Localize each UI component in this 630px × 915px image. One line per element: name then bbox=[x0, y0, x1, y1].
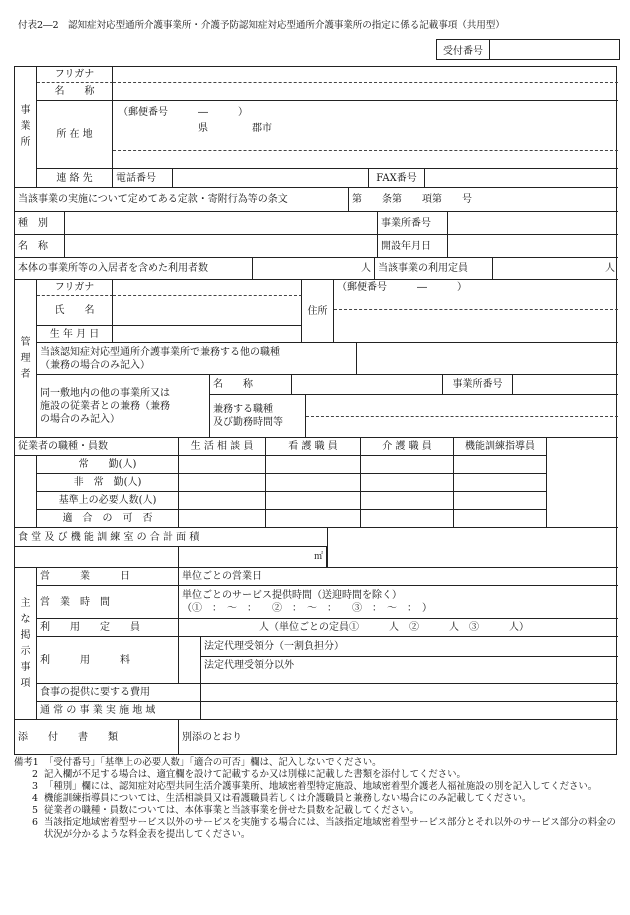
users-count-label: 本体の事業所等の入居者を含めた利用者数 bbox=[15, 258, 253, 280]
staff-col-care: 介 護 職 員 bbox=[361, 438, 454, 456]
kind-field[interactable] bbox=[65, 212, 378, 235]
business-hours-label: 営 業 時 間 bbox=[37, 586, 179, 619]
admin-other-role-field[interactable] bbox=[306, 395, 618, 417]
staff-cell[interactable] bbox=[266, 492, 361, 510]
office-name-label: 名 称 bbox=[37, 83, 113, 101]
office-address-label: 所 在 地 bbox=[37, 101, 113, 169]
admin-concurrent-role-label: 当該認知症対応型通所介護事業所で兼務する他の職種 （兼務の場合のみ記入） bbox=[37, 343, 357, 375]
office-number-field[interactable] bbox=[448, 212, 618, 235]
staff-cell[interactable] bbox=[266, 456, 361, 474]
users-count-unit: 人 bbox=[361, 263, 371, 274]
meal-cost-label: 食事の提供に要する費用 bbox=[37, 684, 201, 702]
opening-date-label: 開設年月日 bbox=[378, 235, 448, 258]
facility-name-label: 名 称 bbox=[15, 235, 65, 258]
staff-row-required: 基準上の必要人数(人) bbox=[37, 492, 179, 510]
office-postal-code: （郵便番号 ― ） bbox=[118, 107, 248, 118]
office-contact-label: 連 絡 先 bbox=[37, 169, 113, 188]
main-section-label: 主 な 掲 示 事 項 bbox=[15, 568, 37, 720]
admin-dob-label: 生 年 月 日 bbox=[37, 326, 113, 343]
capacity-unit: 人 bbox=[605, 263, 615, 274]
attachments-field[interactable]: 別添のとおり bbox=[182, 731, 242, 743]
admin-section-label: 管 理 者 bbox=[15, 280, 37, 438]
capacity-main-field[interactable] bbox=[179, 619, 618, 637]
meal-cost-field[interactable] bbox=[201, 684, 618, 702]
area-left-blank bbox=[15, 547, 179, 568]
staff-col-nurse: 看 護 職 員 bbox=[266, 438, 361, 456]
staff-cell[interactable] bbox=[454, 492, 547, 510]
office-phone-label: 電話番号 bbox=[113, 169, 173, 188]
staff-cell[interactable] bbox=[454, 456, 547, 474]
admin-dob-field[interactable] bbox=[113, 326, 302, 343]
staff-left-margin bbox=[15, 456, 37, 528]
staff-row-fulltime: 常 勤(人) bbox=[37, 456, 179, 474]
admin-other-office-number-label: 事業所番号 bbox=[443, 375, 513, 395]
note-item: 2 記入欄が不足する場合は、適宜欄を設けて記載するか又は別様に記載した書類を添付してください。 bbox=[32, 769, 466, 780]
form-title: 付表2―2 認知症対応型通所介護事業所・介護予防認知症対応型通所介護事業所の指定に係る記載事項（共用型） bbox=[18, 20, 505, 31]
staff-cell[interactable] bbox=[179, 456, 266, 474]
office-fax-label: FAX番号 bbox=[369, 169, 425, 188]
opening-date-field[interactable] bbox=[448, 235, 618, 258]
fee-label: 利 用 料 bbox=[37, 637, 179, 684]
attachments-label: 添 付 書 類 bbox=[15, 720, 179, 754]
staff-cell[interactable] bbox=[454, 474, 547, 492]
articles-label: 当該事業の実施について定めてある定款・寄附行為等の条文 bbox=[15, 188, 349, 212]
staff-cell[interactable] bbox=[361, 474, 454, 492]
staff-label: 従業者の職種・員数 bbox=[15, 438, 179, 456]
service-region-label: 通 常 の 事 業 実 施 地 域 bbox=[37, 702, 201, 720]
admin-other-role-label: 兼務する職種 及び勤務時間等 bbox=[210, 395, 306, 438]
admin-furigana-label: フリガナ bbox=[37, 280, 113, 296]
office-number-label: 事業所番号 bbox=[378, 212, 448, 235]
staff-col-counselor: 生 活 相 談 員 bbox=[179, 438, 266, 456]
admin-other-office-number-field[interactable] bbox=[513, 375, 618, 395]
staff-cell[interactable] bbox=[361, 492, 454, 510]
admin-concurrent-role-field[interactable] bbox=[357, 343, 618, 375]
capacity-main-units: 人（単位ごとの定員① 人 ② 人 ③ 人） bbox=[259, 622, 529, 633]
area-right-blank bbox=[327, 528, 618, 568]
note-item: 6 当該指定地域密着型サービス以外のサービスを実施する場合には、当該指定地域密着型サービス部分とそれ以外のサービス部分の料金の状況が分かるような料金表を提出してください。 bbox=[32, 817, 616, 840]
note-item: 5 従業者の職種・員数については、本体事業と当該事業を併せた員数を記載してください。 bbox=[32, 805, 419, 816]
receipt-number-box bbox=[436, 39, 620, 60]
office-furigana-label: フリガナ bbox=[37, 67, 113, 83]
office-name-field[interactable] bbox=[113, 83, 618, 101]
admin-furigana-field[interactable] bbox=[113, 280, 302, 296]
fee-other-field[interactable]: 法定代理受領分以外 bbox=[201, 657, 618, 684]
note-item: 備考1 「受付番号」「基準上の必要人数」「適合の可否」欄は、記入しないでください。 bbox=[14, 757, 382, 768]
staff-cell[interactable] bbox=[179, 492, 266, 510]
application-form bbox=[14, 66, 617, 755]
staff-cell[interactable] bbox=[361, 456, 454, 474]
receipt-number-label: 受付番号 bbox=[437, 40, 490, 59]
articles-value[interactable]: 第 条第 項第 号 bbox=[349, 188, 618, 212]
staff-cell[interactable] bbox=[179, 510, 266, 528]
staff-right-blank bbox=[547, 438, 618, 528]
admin-postal-code: （郵便番号 ― ） bbox=[337, 282, 467, 293]
kind-label: 種 別 bbox=[15, 212, 65, 235]
staff-row-parttime: 非 常 勤(人) bbox=[37, 474, 179, 492]
admin-address-label: 住所 bbox=[302, 280, 334, 343]
business-hours-caption: 単位ごとのサービス提供時間（送迎時間を除く） bbox=[182, 590, 402, 601]
office-fax-field[interactable] bbox=[425, 169, 618, 188]
note-item: 4 機能訓練指導員については、生活相談員又は看護職員若しくは介護職員と兼務しない場合にのみ記載してください。 bbox=[32, 793, 532, 804]
staff-row-compliance: 適 合 の 可 否 bbox=[37, 510, 179, 528]
office-section-label: 事 業 所 bbox=[15, 67, 37, 188]
admin-other-office-label: 同一敷地内の他の事業所又は 施設の従業者との兼務（兼務 の場合のみ記入） bbox=[37, 375, 210, 438]
office-address-field[interactable] bbox=[113, 101, 618, 151]
admin-address-field-2[interactable] bbox=[334, 310, 618, 343]
notes-section bbox=[14, 757, 620, 841]
area-field[interactable] bbox=[179, 547, 327, 568]
staff-cell[interactable] bbox=[361, 510, 454, 528]
admin-other-hours-field[interactable] bbox=[306, 417, 618, 438]
staff-cell[interactable] bbox=[266, 474, 361, 492]
office-phone-field[interactable] bbox=[173, 169, 369, 188]
admin-other-name-field[interactable] bbox=[292, 375, 443, 395]
office-address-field-2[interactable] bbox=[113, 151, 618, 169]
users-count-field[interactable] bbox=[253, 258, 375, 280]
staff-cell[interactable] bbox=[179, 474, 266, 492]
admin-other-name-label: 名 称 bbox=[210, 375, 292, 395]
staff-cell[interactable] bbox=[454, 510, 547, 528]
office-city-label: 郡市 bbox=[252, 123, 272, 134]
service-region-field[interactable] bbox=[201, 702, 618, 720]
admin-address-field[interactable] bbox=[334, 280, 618, 310]
staff-cell[interactable] bbox=[266, 510, 361, 528]
fee-statutory-field[interactable]: 法定代理受領分（一割負担分） bbox=[201, 637, 618, 657]
receipt-number-field[interactable] bbox=[490, 40, 619, 59]
business-hours-slots: （① ： ～ ： ② ： ～ ： ③ ： ～ ： ） bbox=[182, 603, 432, 614]
office-prefecture-label: 県 bbox=[198, 123, 208, 134]
area-unit: ㎡ bbox=[313, 551, 323, 562]
fee-blank bbox=[179, 637, 201, 684]
business-days-label: 営 業 日 bbox=[37, 568, 179, 586]
business-hours-field[interactable] bbox=[179, 586, 618, 619]
office-furigana-field[interactable] bbox=[113, 67, 618, 83]
business-days-field[interactable]: 単位ごとの営業日 bbox=[179, 568, 618, 586]
staff-col-trainer: 機能訓練指導員 bbox=[454, 438, 547, 456]
note-item: 3 「種別」欄には、認知症対応型共同生活介護事業所、地域密着型特定施設、地域密着型介護老人福祉施設の別を記入してください。 bbox=[32, 781, 598, 792]
facility-name-field[interactable] bbox=[65, 235, 378, 258]
capacity-label: 当該事業の利用定員 bbox=[375, 258, 493, 280]
capacity-field[interactable] bbox=[493, 258, 618, 280]
capacity-main-label: 利 用 定 員 bbox=[37, 619, 179, 637]
admin-name-label: 氏 名 bbox=[37, 296, 113, 326]
admin-name-field[interactable] bbox=[113, 296, 302, 326]
area-label: 食 堂 及 び 機 能 訓 練 室 の 合 計 面 積 bbox=[15, 528, 327, 547]
